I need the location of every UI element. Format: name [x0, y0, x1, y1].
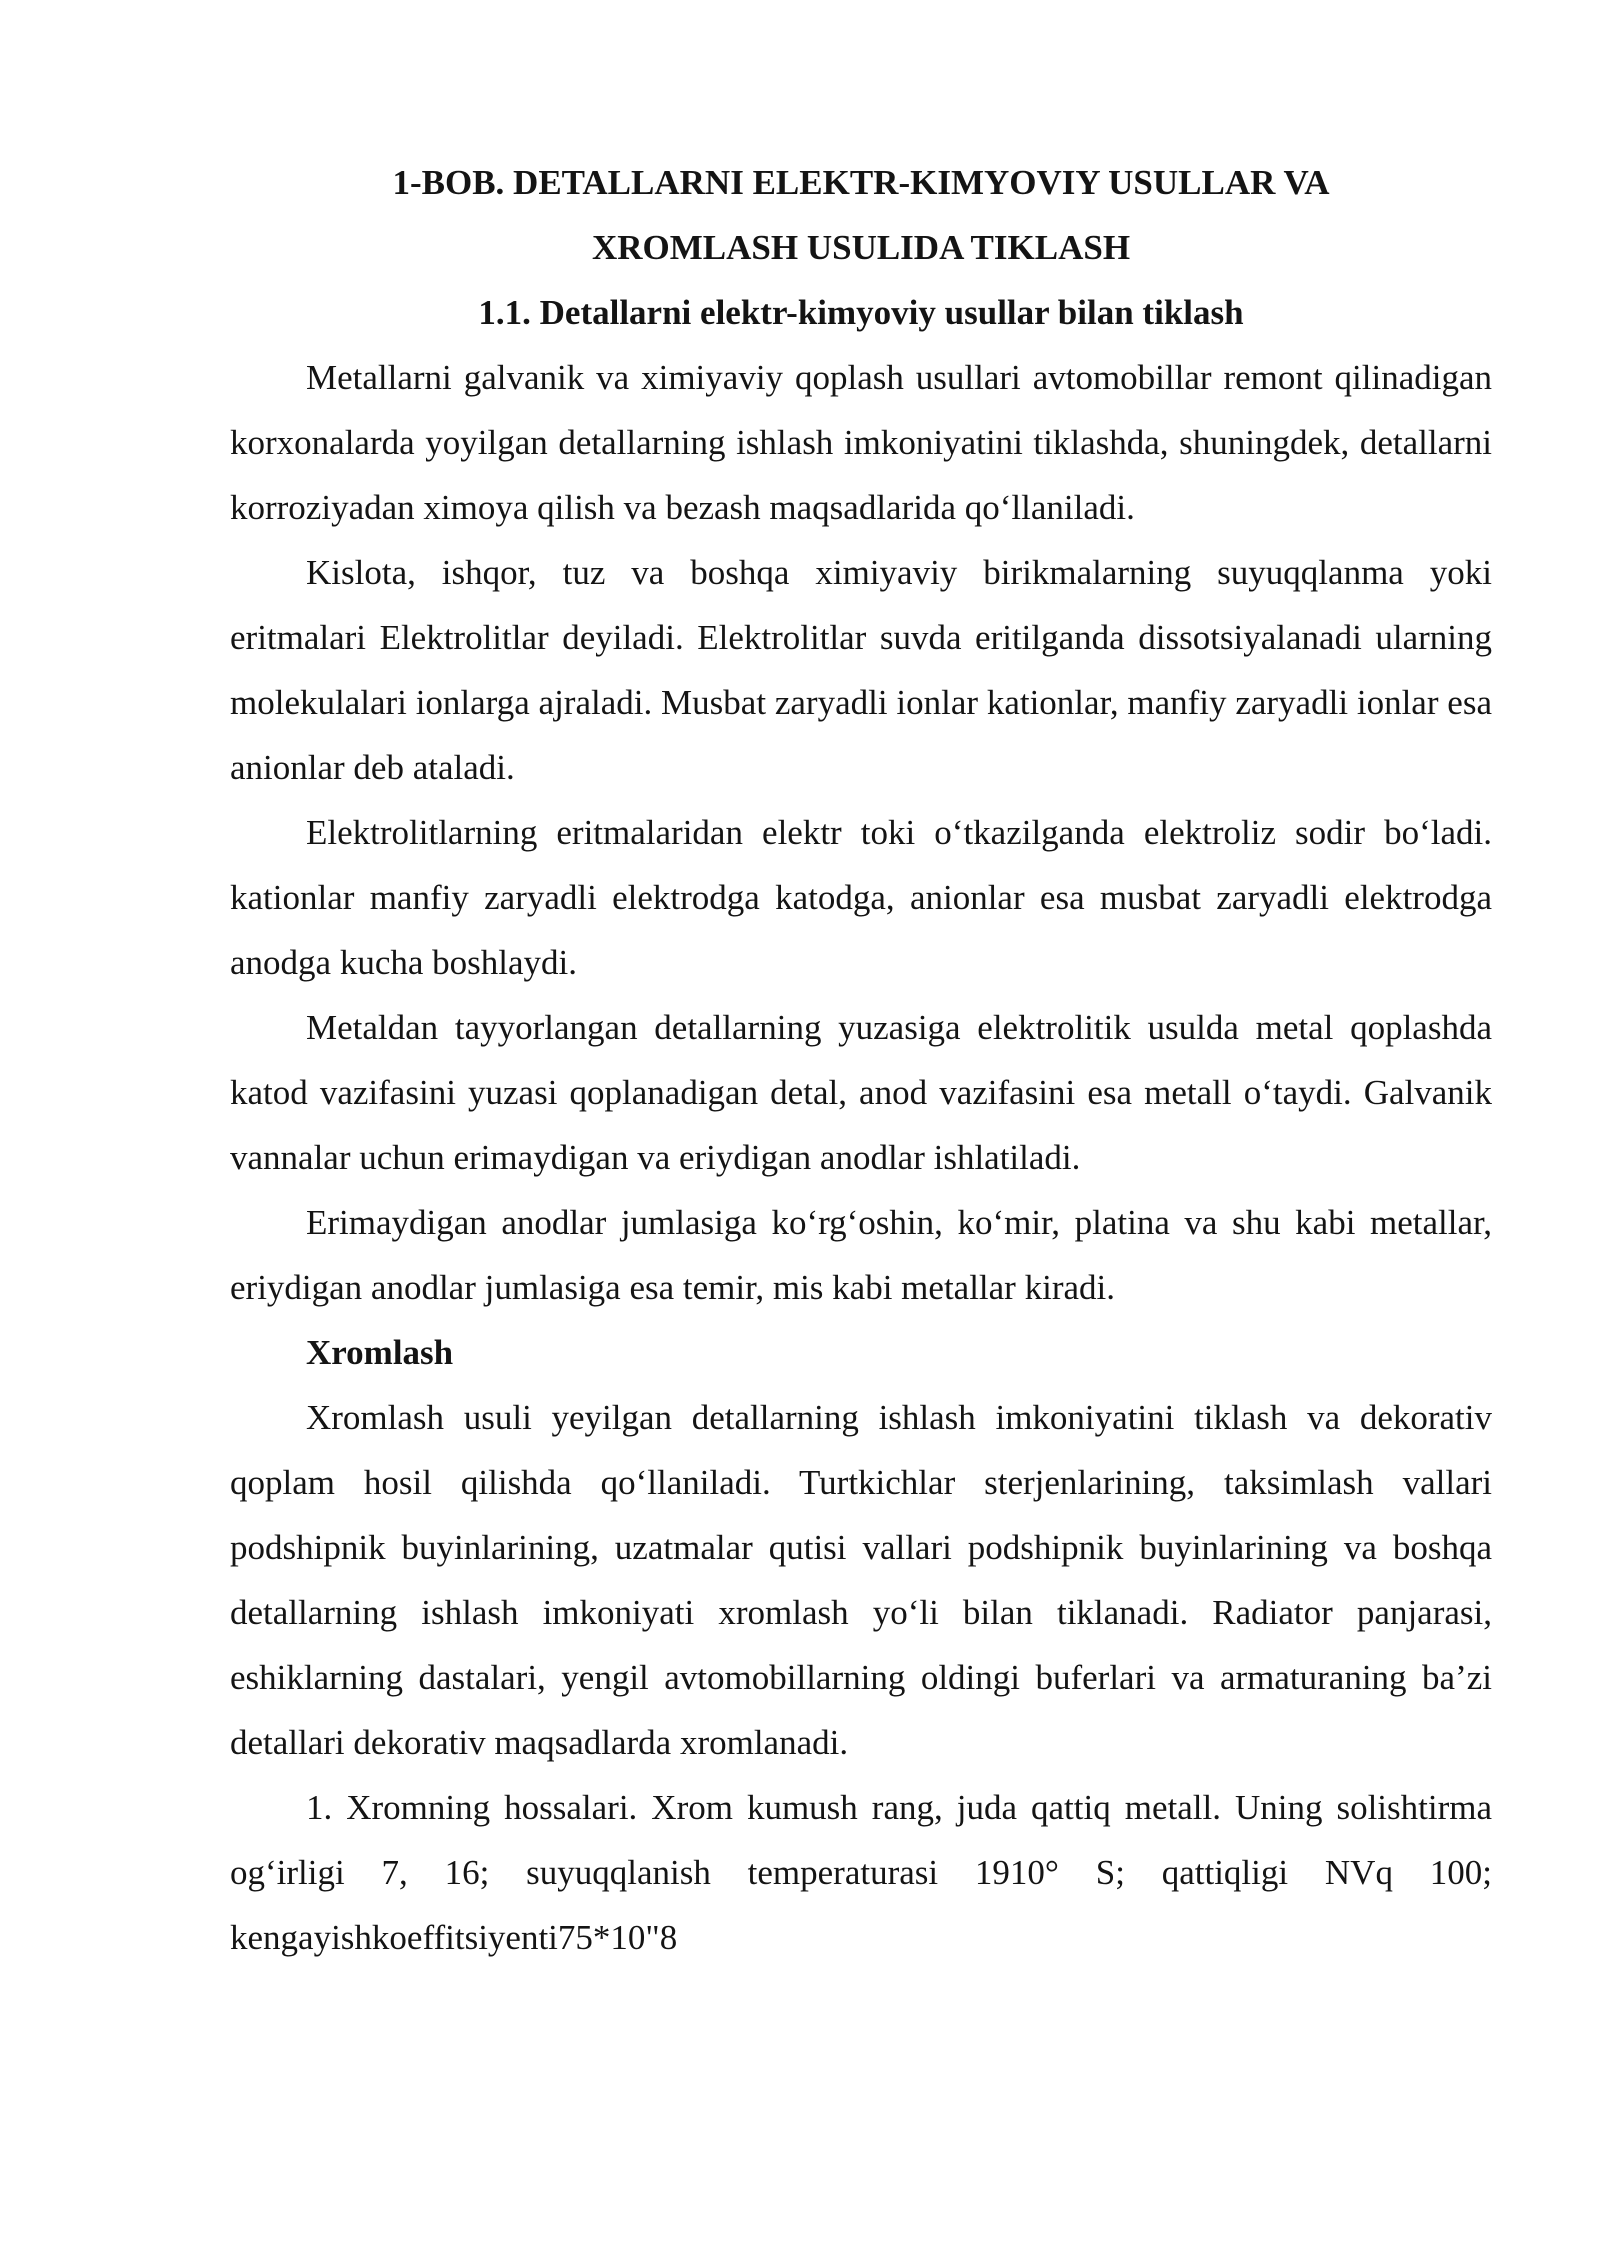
document-page [230, 150, 1492, 1970]
paragraph: Erimaydigan anodlar jumlasiga ko‘rg‘oshin, ko‘mir, platina va shu kabi metallar, eriydigan anodlar jumlasiga esa temir, mis kabi metallar kiradi. [230, 1203, 1492, 1307]
paragraph: Xromlash usuli yeyilgan detallarning ishlash imkoniyatini tiklash va dekorativ qoplam hosil qilishda qo‘llaniladi. Turtkichlar sterjenlarining, taksimlash vallari podshipnik buyinlarining, uzatmalar qutisi vallari podshipnik buyinlarining va boshqa detallarning ishlash imkoniyati xromlash yo‘li bilan tiklanadi. Radiator panjarasi, eshiklarning dastalari, yengil avtomobillarning oldingi buferlari va armaturaning ba’zi detallari dekorativ maqsadlarda xromlanadi. [230, 1398, 1492, 1762]
section-title: 1.1. Detallarni elektr-kimyoviy usullar bilan tiklash [478, 293, 1244, 332]
paragraph: Kislota, ishqor, tuz va boshqa ximiyaviy birikmalarning suyuqqlanma yoki eritmalari Elektrolitlar deyiladi. Elektrolitlar suvda eritilganda dissotsiyalanadi ularning molekulalari ionlarga ajraladi. Musbat zaryadli ionlar kationlar, manfiy zaryadli ionlar esa anionlar deb ataladi. [230, 553, 1492, 787]
subheading-xromlash: Xromlash [306, 1333, 454, 1372]
chapter-title-line2: XROMLASH USULIDA TIKLASH [591, 228, 1131, 267]
chapter-title-line1: 1-BOB. DETALLARNI ELEKTR-KIMYOVIY USULLAR VA [392, 163, 1330, 202]
paragraph: 1. Xromning hossalari. Xrom kumush rang, juda qattiq metall. Uning solishtirma og‘irligi 7, 16; suyuqqlanish temperaturasi 1910° S; qattiqligi NVq 100; kengayishkoeffitsiyenti75*10"8 [230, 1788, 1492, 1957]
chapter-title [230, 150, 1492, 280]
paragraph: Elektrolitlarning eritmalaridan elektr toki o‘tkazilganda elektroliz sodir bo‘ladi. kationlar manfiy zaryadli elektrodga katodga, anionlar esa musbat zaryadli elektrodga anodga kucha boshlaydi. [230, 813, 1492, 982]
paragraph: Metallarni galvanik va ximiyaviy qoplash usullari avtomobillar remont qilinadigan korxonalarda yoyilgan detallarning ishlash imkoniyatini tiklashda, shuningdek, detallarni korroziyadan ximoya qilish va bezash maqsadlarida qo‘llaniladi. [230, 358, 1492, 527]
paragraph: Metaldan tayyorlangan detallarning yuzasiga elektrolitik usulda metal qoplashda katod vazifasini yuzasi qoplanadigan detal, anod vazifasini esa metall o‘taydi. Galvanik vannalar uchun erimaydigan va eriydigan anodlar ishlatiladi. [230, 1008, 1492, 1177]
